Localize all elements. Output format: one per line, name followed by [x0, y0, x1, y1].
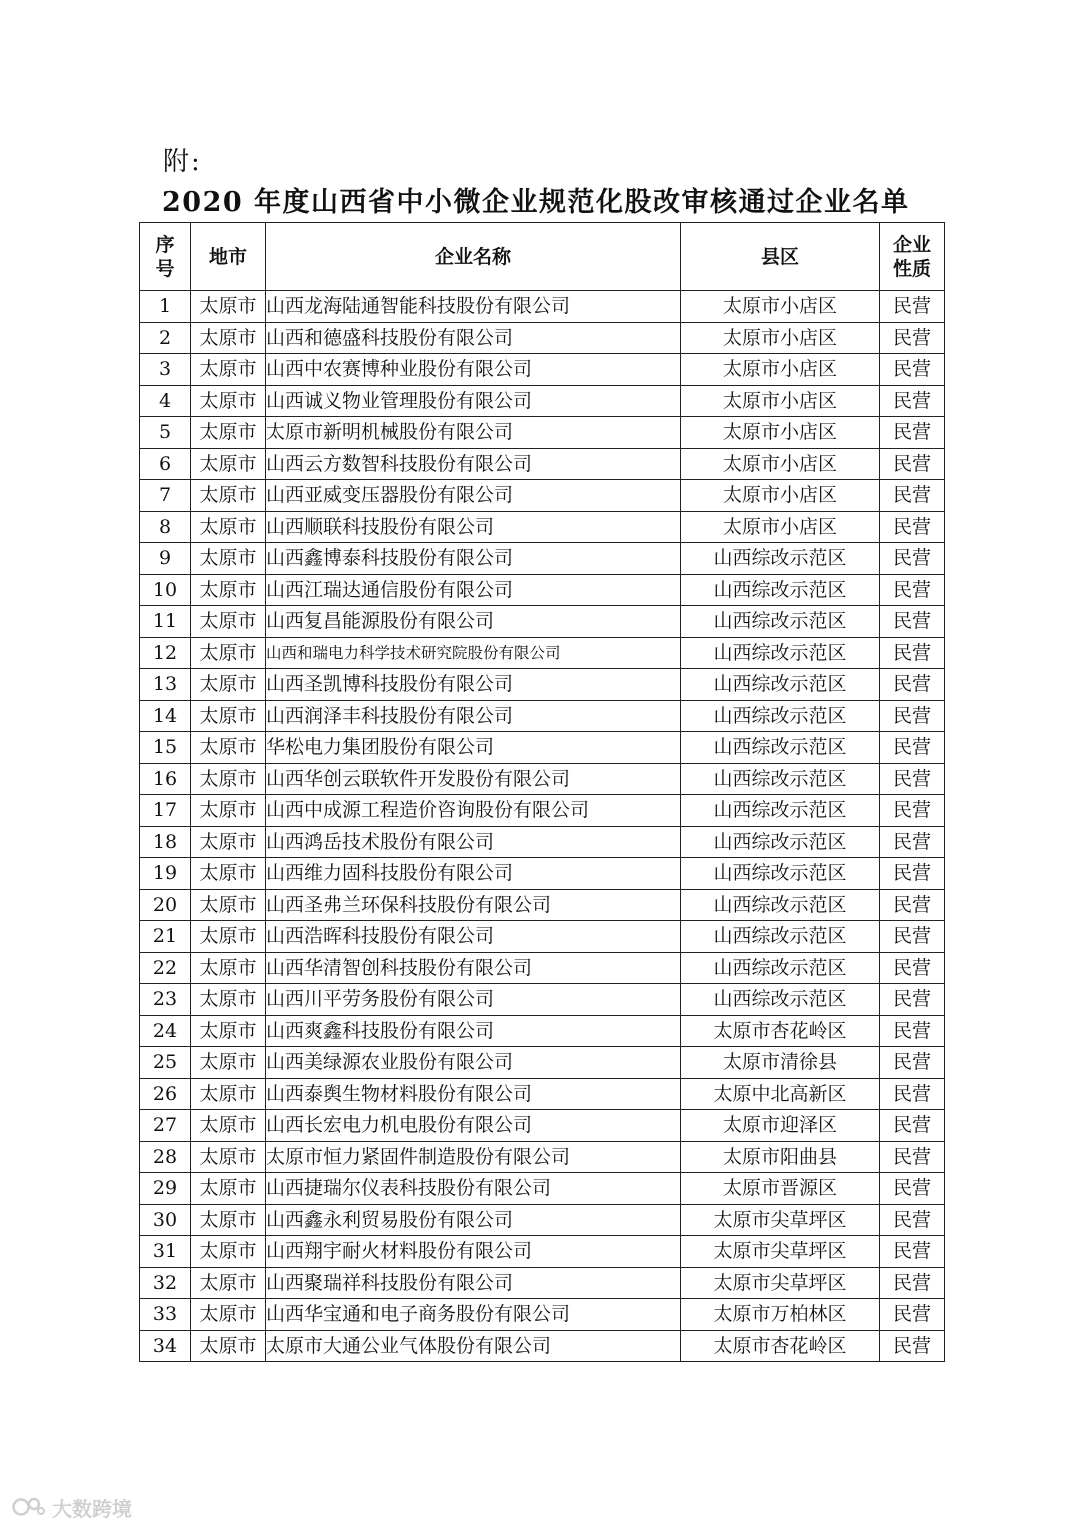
table-row — [140, 606, 945, 638]
row-enterprise-name: 山西美绿源农业股份有限公司 — [266, 1047, 681, 1079]
row-city: 太原市 — [191, 385, 266, 417]
row-index: 23 — [140, 984, 191, 1016]
row-enterprise-name: 山西川平劳务股份有限公司 — [266, 984, 681, 1016]
row-county: 太原市小店区 — [681, 448, 880, 480]
row-county: 山西综改示范区 — [681, 669, 880, 701]
row-nature: 民营 — [880, 291, 945, 323]
row-nature: 民营 — [880, 543, 945, 575]
row-county: 太原市迎泽区 — [681, 1110, 880, 1142]
table-row — [140, 1141, 945, 1173]
row-nature: 民营 — [880, 448, 945, 480]
row-nature: 民营 — [880, 984, 945, 1016]
row-enterprise-name: 山西圣凯博科技股份有限公司 — [266, 669, 681, 701]
row-nature: 民营 — [880, 606, 945, 638]
enterprise-list-table — [139, 222, 945, 1362]
row-county: 太原市小店区 — [681, 354, 880, 386]
row-index: 28 — [140, 1141, 191, 1173]
table-row — [140, 700, 945, 732]
row-nature: 民营 — [880, 669, 945, 701]
header-nature-line-1: 企业 — [892, 233, 931, 256]
row-index: 34 — [140, 1330, 191, 1362]
row-nature: 民营 — [880, 1299, 945, 1331]
header-county: 县区 — [681, 223, 880, 291]
row-city: 太原市 — [191, 921, 266, 953]
row-enterprise-name: 山西顺联科技股份有限公司 — [266, 511, 681, 543]
table-header-row — [140, 223, 945, 291]
row-index: 29 — [140, 1173, 191, 1205]
header-index — [140, 223, 191, 291]
header-enterprise-name: 企业名称 — [266, 223, 681, 291]
row-enterprise-name: 山西江瑞达通信股份有限公司 — [266, 574, 681, 606]
row-enterprise-name: 山西华宝通和电子商务股份有限公司 — [266, 1299, 681, 1331]
row-index: 32 — [140, 1267, 191, 1299]
row-county: 山西综改示范区 — [681, 795, 880, 827]
row-enterprise-name: 山西维力固科技股份有限公司 — [266, 858, 681, 890]
table-row — [140, 1015, 945, 1047]
row-county: 太原市阳曲县 — [681, 1141, 880, 1173]
table-row — [140, 826, 945, 858]
row-enterprise-name: 山西和德盛科技股份有限公司 — [266, 322, 681, 354]
row-city: 太原市 — [191, 1047, 266, 1079]
row-county: 山西综改示范区 — [681, 952, 880, 984]
row-enterprise-name: 山西爽鑫科技股份有限公司 — [266, 1015, 681, 1047]
row-enterprise-name: 山西圣弗兰环保科技股份有限公司 — [266, 889, 681, 921]
row-nature: 民营 — [880, 322, 945, 354]
table-row — [140, 1078, 945, 1110]
row-nature: 民营 — [880, 1110, 945, 1142]
row-nature: 民营 — [880, 732, 945, 764]
table-row — [140, 1236, 945, 1268]
table-row — [140, 889, 945, 921]
row-nature: 民营 — [880, 574, 945, 606]
row-enterprise-name: 太原市大通公业气体股份有限公司 — [266, 1330, 681, 1362]
row-enterprise-name: 山西云方数智科技股份有限公司 — [266, 448, 681, 480]
row-nature: 民营 — [880, 1078, 945, 1110]
row-city: 太原市 — [191, 984, 266, 1016]
table-row — [140, 984, 945, 1016]
table-row — [140, 795, 945, 827]
table-row — [140, 763, 945, 795]
row-nature: 民营 — [880, 1047, 945, 1079]
row-city: 太原市 — [191, 322, 266, 354]
row-county: 山西综改示范区 — [681, 984, 880, 1016]
row-city: 太原市 — [191, 1299, 266, 1331]
row-city: 太原市 — [191, 448, 266, 480]
table-body — [140, 291, 945, 1362]
table-row — [140, 1330, 945, 1362]
header-nature — [880, 223, 945, 291]
row-enterprise-name: 山西中成源工程造价咨询股份有限公司 — [266, 795, 681, 827]
row-city: 太原市 — [191, 1204, 266, 1236]
row-index: 14 — [140, 700, 191, 732]
row-nature: 民营 — [880, 763, 945, 795]
row-county: 太原市小店区 — [681, 385, 880, 417]
table-row — [140, 417, 945, 449]
row-enterprise-name: 山西润泽丰科技股份有限公司 — [266, 700, 681, 732]
row-county: 太原市清徐县 — [681, 1047, 880, 1079]
row-nature: 民营 — [880, 795, 945, 827]
row-nature: 民营 — [880, 700, 945, 732]
row-county: 山西综改示范区 — [681, 732, 880, 764]
table-row — [140, 385, 945, 417]
row-index: 2 — [140, 322, 191, 354]
watermark-text: 大数跨境 — [52, 1496, 132, 1521]
row-index: 31 — [140, 1236, 191, 1268]
row-enterprise-name: 山西亚威变压器股份有限公司 — [266, 480, 681, 512]
row-city: 太原市 — [191, 1236, 266, 1268]
row-county: 山西综改示范区 — [681, 700, 880, 732]
row-enterprise-name: 山西浩晖科技股份有限公司 — [266, 921, 681, 953]
row-nature: 民营 — [880, 480, 945, 512]
row-index: 33 — [140, 1299, 191, 1331]
row-enterprise-name: 山西鑫永利贸易股份有限公司 — [266, 1204, 681, 1236]
row-county: 太原市晋源区 — [681, 1173, 880, 1205]
row-county: 太原市小店区 — [681, 291, 880, 323]
row-county: 山西综改示范区 — [681, 543, 880, 575]
row-city: 太原市 — [191, 1015, 266, 1047]
row-index: 27 — [140, 1110, 191, 1142]
row-enterprise-name: 太原市恒力紧固件制造股份有限公司 — [266, 1141, 681, 1173]
row-nature: 民营 — [880, 354, 945, 386]
row-index: 7 — [140, 480, 191, 512]
header-index-line-2: 号 — [155, 257, 175, 280]
row-enterprise-name: 山西中农赛博种业股份有限公司 — [266, 354, 681, 386]
row-index: 15 — [140, 732, 191, 764]
table-row — [140, 858, 945, 890]
table-row — [140, 448, 945, 480]
table-row — [140, 952, 945, 984]
row-county: 山西综改示范区 — [681, 763, 880, 795]
table-row — [140, 574, 945, 606]
row-index: 9 — [140, 543, 191, 575]
header-index-line-1: 序 — [155, 233, 175, 256]
row-index: 4 — [140, 385, 191, 417]
row-enterprise-name: 山西翔宇耐火材料股份有限公司 — [266, 1236, 681, 1268]
table-row — [140, 637, 945, 669]
row-city: 太原市 — [191, 1173, 266, 1205]
table-row — [140, 511, 945, 543]
row-county: 山西综改示范区 — [681, 826, 880, 858]
row-enterprise-name: 山西华清智创科技股份有限公司 — [266, 952, 681, 984]
row-city: 太原市 — [191, 952, 266, 984]
row-index: 5 — [140, 417, 191, 449]
row-nature: 民营 — [880, 921, 945, 953]
row-city: 太原市 — [191, 889, 266, 921]
row-county: 太原市尖草坪区 — [681, 1236, 880, 1268]
row-index: 8 — [140, 511, 191, 543]
row-index: 17 — [140, 795, 191, 827]
row-city: 太原市 — [191, 1078, 266, 1110]
row-city: 太原市 — [191, 1110, 266, 1142]
row-nature: 民营 — [880, 637, 945, 669]
table-row — [140, 322, 945, 354]
table-row — [140, 732, 945, 764]
table-row — [140, 291, 945, 323]
row-nature: 民营 — [880, 417, 945, 449]
table-row — [140, 1204, 945, 1236]
row-index: 24 — [140, 1015, 191, 1047]
row-nature: 民营 — [880, 1141, 945, 1173]
row-enterprise-name: 山西复昌能源股份有限公司 — [266, 606, 681, 638]
row-nature: 民营 — [880, 889, 945, 921]
row-enterprise-name: 太原市新明机械股份有限公司 — [266, 417, 681, 449]
row-county: 山西综改示范区 — [681, 574, 880, 606]
header-city: 地市 — [191, 223, 266, 291]
row-nature: 民营 — [880, 1330, 945, 1362]
row-enterprise-name: 山西长宏电力机电股份有限公司 — [266, 1110, 681, 1142]
row-county: 太原市小店区 — [681, 511, 880, 543]
row-city: 太原市 — [191, 795, 266, 827]
document-title: 2020 年度山西省中小微企业规范化股改审核通过企业名单 — [162, 187, 910, 218]
row-county: 山西综改示范区 — [681, 606, 880, 638]
row-county: 太原市尖草坪区 — [681, 1204, 880, 1236]
row-nature: 民营 — [880, 1267, 945, 1299]
row-index: 30 — [140, 1204, 191, 1236]
row-nature: 民营 — [880, 1015, 945, 1047]
row-nature: 民营 — [880, 1204, 945, 1236]
row-city: 太原市 — [191, 1141, 266, 1173]
row-nature: 民营 — [880, 826, 945, 858]
row-index: 10 — [140, 574, 191, 606]
row-enterprise-name: 山西泰舆生物材料股份有限公司 — [266, 1078, 681, 1110]
attachment-label: 附: — [163, 147, 202, 177]
row-enterprise-name: 山西聚瑞祥科技股份有限公司 — [266, 1267, 681, 1299]
row-index: 1 — [140, 291, 191, 323]
table-row — [140, 354, 945, 386]
table-row — [140, 669, 945, 701]
row-county: 太原市杏花岭区 — [681, 1015, 880, 1047]
table-row — [140, 921, 945, 953]
row-county: 山西综改示范区 — [681, 858, 880, 890]
row-county: 山西综改示范区 — [681, 921, 880, 953]
header-nature-line-2: 性质 — [892, 257, 931, 280]
row-index: 26 — [140, 1078, 191, 1110]
row-index: 13 — [140, 669, 191, 701]
row-city: 太原市 — [191, 1267, 266, 1299]
table-row — [140, 1267, 945, 1299]
row-nature: 民营 — [880, 511, 945, 543]
row-city: 太原市 — [191, 606, 266, 638]
row-index: 20 — [140, 889, 191, 921]
row-enterprise-name: 山西鑫博泰科技股份有限公司 — [266, 543, 681, 575]
row-city: 太原市 — [191, 700, 266, 732]
row-index: 16 — [140, 763, 191, 795]
row-city: 太原市 — [191, 763, 266, 795]
row-nature: 民营 — [880, 1236, 945, 1268]
row-city: 太原市 — [191, 354, 266, 386]
row-nature: 民营 — [880, 952, 945, 984]
row-county: 太原市小店区 — [681, 322, 880, 354]
row-city: 太原市 — [191, 1330, 266, 1362]
row-index: 11 — [140, 606, 191, 638]
row-index: 3 — [140, 354, 191, 386]
row-county: 太原市尖草坪区 — [681, 1267, 880, 1299]
row-county: 太原中北高新区 — [681, 1078, 880, 1110]
row-enterprise-name: 山西捷瑞尔仪表科技股份有限公司 — [266, 1173, 681, 1205]
row-enterprise-name: 山西华创云联软件开发股份有限公司 — [266, 763, 681, 795]
row-nature: 民营 — [880, 1173, 945, 1205]
row-city: 太原市 — [191, 480, 266, 512]
brand-logo-icon — [12, 1496, 46, 1518]
row-city: 太原市 — [191, 669, 266, 701]
row-city: 太原市 — [191, 637, 266, 669]
row-city: 太原市 — [191, 417, 266, 449]
row-index: 12 — [140, 637, 191, 669]
row-city: 太原市 — [191, 543, 266, 575]
row-index: 25 — [140, 1047, 191, 1079]
row-enterprise-name: 山西龙海陆通智能科技股份有限公司 — [266, 291, 681, 323]
row-county: 太原市万柏林区 — [681, 1299, 880, 1331]
row-enterprise-name: 山西和瑞电力科学技术研究院股份有限公司 — [266, 637, 681, 669]
row-county: 太原市小店区 — [681, 417, 880, 449]
row-enterprise-name: 山西诚义物业管理股份有限公司 — [266, 385, 681, 417]
row-index: 22 — [140, 952, 191, 984]
row-enterprise-name: 华松电力集团股份有限公司 — [266, 732, 681, 764]
row-city: 太原市 — [191, 291, 266, 323]
row-index: 18 — [140, 826, 191, 858]
row-nature: 民营 — [880, 858, 945, 890]
watermark — [12, 1493, 132, 1521]
table-row — [140, 1299, 945, 1331]
row-city: 太原市 — [191, 826, 266, 858]
row-nature: 民营 — [880, 385, 945, 417]
row-city: 太原市 — [191, 574, 266, 606]
table-row — [140, 1047, 945, 1079]
row-county: 山西综改示范区 — [681, 637, 880, 669]
table-row — [140, 1173, 945, 1205]
row-county: 太原市杏花岭区 — [681, 1330, 880, 1362]
row-city: 太原市 — [191, 511, 266, 543]
table-row — [140, 1110, 945, 1142]
row-index: 6 — [140, 448, 191, 480]
row-index: 21 — [140, 921, 191, 953]
row-city: 太原市 — [191, 732, 266, 764]
row-enterprise-name: 山西鸿岳技术股份有限公司 — [266, 826, 681, 858]
row-index: 19 — [140, 858, 191, 890]
row-county: 太原市小店区 — [681, 480, 880, 512]
row-city: 太原市 — [191, 858, 266, 890]
row-county: 山西综改示范区 — [681, 889, 880, 921]
table-row — [140, 543, 945, 575]
table-row — [140, 480, 945, 512]
